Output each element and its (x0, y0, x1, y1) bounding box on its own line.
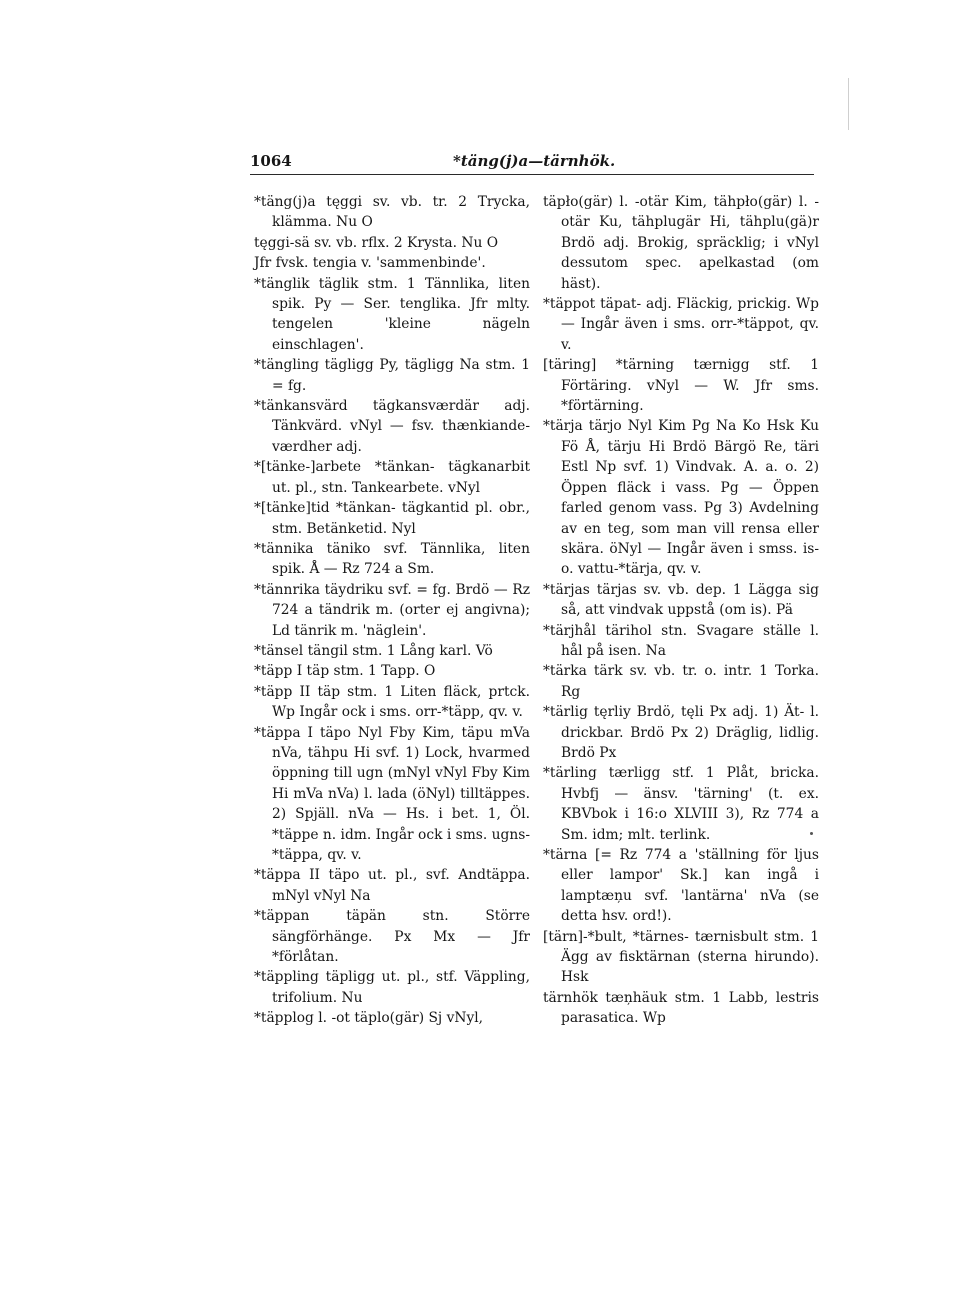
dictionary-entry: Jfr fvsk. tengia v. 'sammenbinde'. (254, 255, 486, 272)
scan-margin-mark (848, 78, 849, 130)
dictionary-entry: *tärling tærligg stf. 1 Plåt, bricka. Hvbfj — änsv. 'tärning' (t. ex. KBVbok i 16:o XLVIII 3), Rz 774 a Sm. idm; mlt. terlink. (543, 765, 819, 843)
dictionary-entry: *täpp I täp stm. 1 Tapp. O (254, 663, 436, 680)
dictionary-entry: *tärjhål tärihol stn. Svagare ställe l. hål på isen. Na (543, 622, 819, 659)
header-rule (250, 174, 814, 175)
dictionary-entry: *tängling tägligg Py, tägligg Na stm. 1 = fg. (254, 357, 530, 394)
dictionary-entry: *tärlig tęrliy Brdö, tęli Px adj. 1) Ät- l. drickbar. Brdö Px 2) Dräglig, lidlig. Brdö Px (543, 704, 819, 761)
dictionary-entry: tęggi-sä sv. vb. rflx. 2 Krysta. Nu O (254, 234, 499, 251)
dictionary-entry: *tännrika täydriku svf. = fg. Brdö — Rz 724 a tändrik m. (orter ej angivna); Ld tänrik m. 'näglein'. (254, 581, 530, 639)
dictionary-entry: täpło(gär) l. -otär Kim, tähpło(gär) l. -otär Ku, tähplugär Hi, tähplu(gä)r Brdö adj. Brokig, spräcklig; i vNyl dessutom spec. apelkastad (om häst). (543, 194, 819, 292)
dictionary-entry: *täppa II täpo ut. pl., svf. Andtäppa. mNyl vNyl Na (254, 867, 530, 904)
dictionary-entry: *täpp II täp stm. 1 Liten fläck, prtck. Wp Ingår ock i sms. orr-*täpp, qv. v. (254, 683, 530, 721)
dictionary-entry: *tärna [= Rz 774 a 'ställning för ljus eller lampor' Sk.] kan ingå i lamptæņu svf. 'lantärna' nVa (se detta hsv. ord!). (543, 847, 819, 925)
dictionary-entry: *tännika täniko svf. Tännlika, liten spik. Å — Rz 724 a Sm. (254, 540, 530, 578)
dictionary-entry: *tärjas tärjas sv. vb. dep. 1 Lägga sig så, att vindvak uppstå (om is). Pä (543, 581, 819, 619)
dictionary-entry: *tärka tärk sv. vb. tr. o. intr. 1 Torka. Rg (543, 663, 819, 700)
dictionary-entry: [täring] *tärning tærnigg stf. 1 Förtäring. vNyl — W. Jfr sms. *förtärning. (543, 357, 819, 415)
dictionary-entry: tärnhök tæņhäuk stm. 1 Labb, lestris parasatica. Wp (543, 989, 819, 1027)
running-title: *täng(j)a—tärnhök. (453, 152, 616, 170)
dictionary-entry: *täppot täpat- adj. Fläckig, prickig. Wp — Ingår även i sms. orr-*täppot, qv. v. (543, 296, 819, 353)
dictionary-entry: *tänkansvärd tägkansværdär adj. Tänkvärd. vNyl — fsv. thænkiande-værdher adj. (254, 398, 530, 455)
dictionary-entry: *täppan täpän stn. Större sängförhänge. Px Mx — Jfr *förlåtan. (254, 908, 530, 966)
dictionary-entry: *tänglik täglik stm. 1 Tännlika, liten spik. Py — Ser. tenglika. Jfr mlty. tengelen 'kleine nägeln einschlagen'. (254, 275, 530, 353)
right-column (543, 192, 819, 1029)
left-column (254, 192, 530, 1029)
dictionary-entry: *täppa I täpo Nyl Fby Kim, täpu mVa nVa, tähpu Hi svf. 1) Lock, hvarmed öppning till ugn (mNyl vNyl Fby Kim Hi mVa nVa) l. lada (öNyl) tilltäppes. 2) Spjäll. nVa — Hs. i bet. 1, Öl. *täppe n. idm. Ingår ock i sms. ugns-*täppa, qv. v. (254, 724, 530, 863)
dictionary-entry: *[tänke]tid *tänkan- tägkantid pl. obr., stm. Betänketid. Nyl (254, 500, 530, 537)
dictionary-entry: [tärn]-*bult, *tärnes- tærnisbult stm. 1 Ägg av fisktärnan (sterna hirundo). Hsk (543, 928, 819, 986)
dictionary-entry: *täppling täpligg ut. pl., stf. Väppling, trifolium. Nu (254, 969, 530, 1006)
scan-speck (810, 832, 813, 835)
dictionary-entry: *täpplog l. -ot täplo(gär) Sj vNyl, (254, 1010, 484, 1027)
dictionary-entry: *täng(j)a tęggi sv. vb. tr. 2 Trycka, klämma. Nu O (254, 194, 530, 231)
dictionary-entry: *tänsel tängil stm. 1 Lång karl. Vö (254, 642, 493, 659)
dictionary-entry: *tärja tärjo Nyl Kim Pg Na Ko Hsk Ku Fö Å, tärju Hi Brdö Bärgö Re, täri Estl Np svf. 1) Vindvak. A. a. o. 2) Öppen fläck i vass. Pg — Öppen farled genom vass. Pg 3) Avdelning av en teg, som man vill rensa eller skära. öNyl — Ingår även i smss. is- o. vattu-*tärja, qv. v. (543, 418, 819, 578)
dictionary-entry: *[tänke-]arbete *tänkan- tägkanarbit ut. pl., stn. Tankearbete. vNyl (254, 459, 530, 496)
page-number: 1064 (250, 152, 292, 170)
